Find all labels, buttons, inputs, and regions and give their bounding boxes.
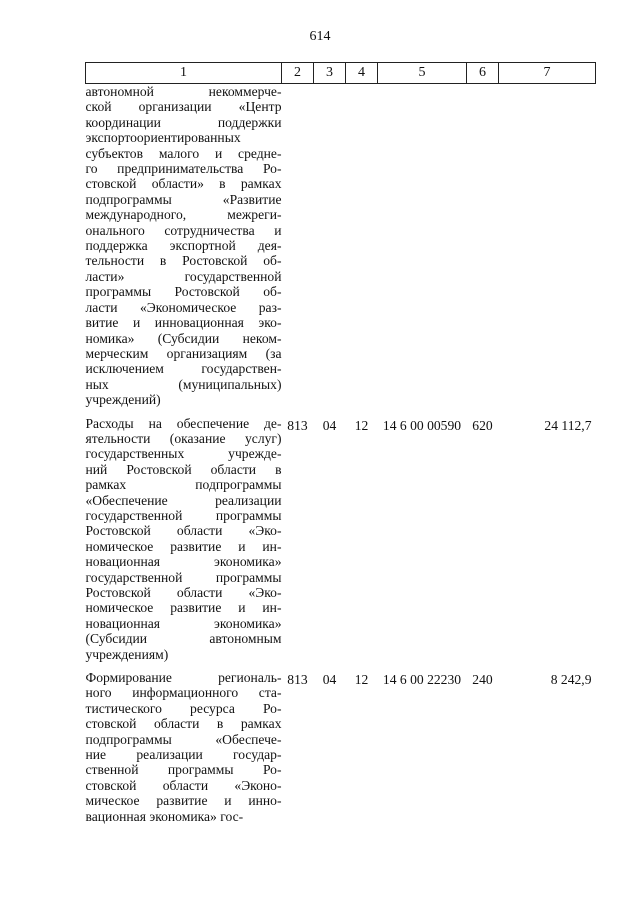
ministry-code [282, 84, 314, 408]
description-line: поддержка экспортной дея- [85, 238, 282, 254]
description-line: учреждений) [85, 392, 161, 408]
description-line: мерческим организациям (за [85, 345, 282, 361]
description-line: «Обеспечение реализации [85, 492, 282, 508]
description-line: ственной программы Ро- [85, 762, 282, 778]
subsection-code: 12 [354, 417, 369, 433]
budget-table [85, 62, 596, 824]
header-col-4: 4 [346, 63, 378, 84]
subsection-code: 12 [354, 672, 369, 688]
description-line: рамках подпрограммы [85, 477, 282, 493]
table-row [86, 416, 596, 663]
description-line: программы Ростовской об- [85, 284, 282, 300]
description-line: автономной некоммерче- [85, 84, 282, 99]
description-line: номическое развитие и ин- [85, 538, 282, 554]
description-line: ний Ростовской области в [85, 461, 282, 477]
section-code: 04 [322, 672, 337, 688]
header-col-7: 7 [499, 63, 596, 84]
row-spacer [86, 662, 596, 670]
description-line: Расходы на обеспечение де- [85, 415, 282, 431]
expense-type-code [467, 84, 499, 408]
table-row [86, 670, 596, 824]
description-line: онального сотрудничества и [85, 222, 282, 238]
description-line: номика» (Субсидии неком- [85, 330, 282, 346]
description-line: Ростовской области «Эко- [85, 523, 282, 539]
description-line: координации поддержки [85, 114, 282, 130]
description-line: тельности в Ростовской об- [85, 253, 282, 269]
description-line: ятельности (оказание услуг) [85, 430, 282, 446]
page-number: 614 [309, 29, 331, 44]
row-spacer [86, 408, 596, 416]
row-description [86, 670, 282, 824]
header-row [86, 63, 596, 84]
description-line: стовской области в рамках [85, 716, 282, 732]
header-col-1: 1 [86, 63, 282, 84]
description-line: стовской области» в рамках [85, 176, 282, 192]
description-line: вационная экономика» гос- [85, 808, 244, 824]
description-line: ласти «Экономическое раз- [85, 299, 282, 315]
amount-value: 24 112,7 [544, 417, 592, 433]
target-article-code: 14 6 00 22230 [382, 672, 462, 688]
header-col-6: 6 [467, 63, 499, 84]
header-col-3: 3 [314, 63, 346, 84]
description-line: номическое развитие и ин- [85, 600, 282, 616]
row-description [86, 416, 282, 663]
section-code: 04 [322, 417, 337, 433]
row-description [86, 84, 282, 408]
expense-type-code: 620 [472, 417, 493, 433]
description-line: подпрограммы «Обеспече- [85, 731, 282, 747]
description-line: (Субсидии автономным [85, 631, 282, 647]
description-line: ного информационного ста- [85, 685, 282, 701]
ministry-code: 813 [287, 417, 308, 433]
target-article-code [378, 84, 467, 408]
description-line: международного, межреги- [85, 207, 282, 223]
section-code [314, 84, 346, 408]
description-line: мическое развитие и инно- [85, 793, 282, 809]
header-col-5: 5 [378, 63, 467, 84]
description-line: стовской области «Эконо- [85, 777, 282, 793]
ministry-code: 813 [287, 672, 308, 688]
description-line: экспортоориентированных [85, 130, 241, 146]
description-line: тистического ресурса Ро- [85, 700, 282, 716]
description-line: государственной программы [85, 569, 282, 585]
header-col-2: 2 [282, 63, 314, 84]
description-line: ных (муниципальных) [85, 376, 282, 392]
description-line: субъектов малого и средне- [85, 145, 282, 161]
description-line: учреждениям) [85, 646, 169, 662]
description-line: исключением государствен- [85, 361, 282, 377]
amount-value: 8 242,9 [550, 672, 592, 688]
description-line: подпрограммы «Развитие [85, 191, 282, 207]
description-line: государственной программы [85, 507, 282, 523]
description-line: го предпринимательства Ро- [85, 161, 282, 177]
description-line: новационная экономика» [85, 554, 282, 570]
description-line: витие и инновационная эко- [85, 315, 282, 331]
description-line: новационная экономика» [85, 615, 282, 631]
table-row [86, 84, 596, 408]
amount-value [499, 84, 596, 408]
description-line: ние реализации государ- [85, 747, 282, 763]
target-article-code: 14 6 00 00590 [382, 417, 462, 433]
subsection-code [346, 84, 378, 408]
description-line: ской организации «Центр [85, 99, 282, 115]
expense-type-code: 240 [472, 672, 493, 688]
description-line: Формирование региональ- [85, 670, 282, 686]
description-line: Ростовской области «Эко- [85, 585, 282, 600]
description-line: государственных учрежде- [85, 446, 282, 462]
description-line: ласти» государственной [85, 268, 282, 284]
